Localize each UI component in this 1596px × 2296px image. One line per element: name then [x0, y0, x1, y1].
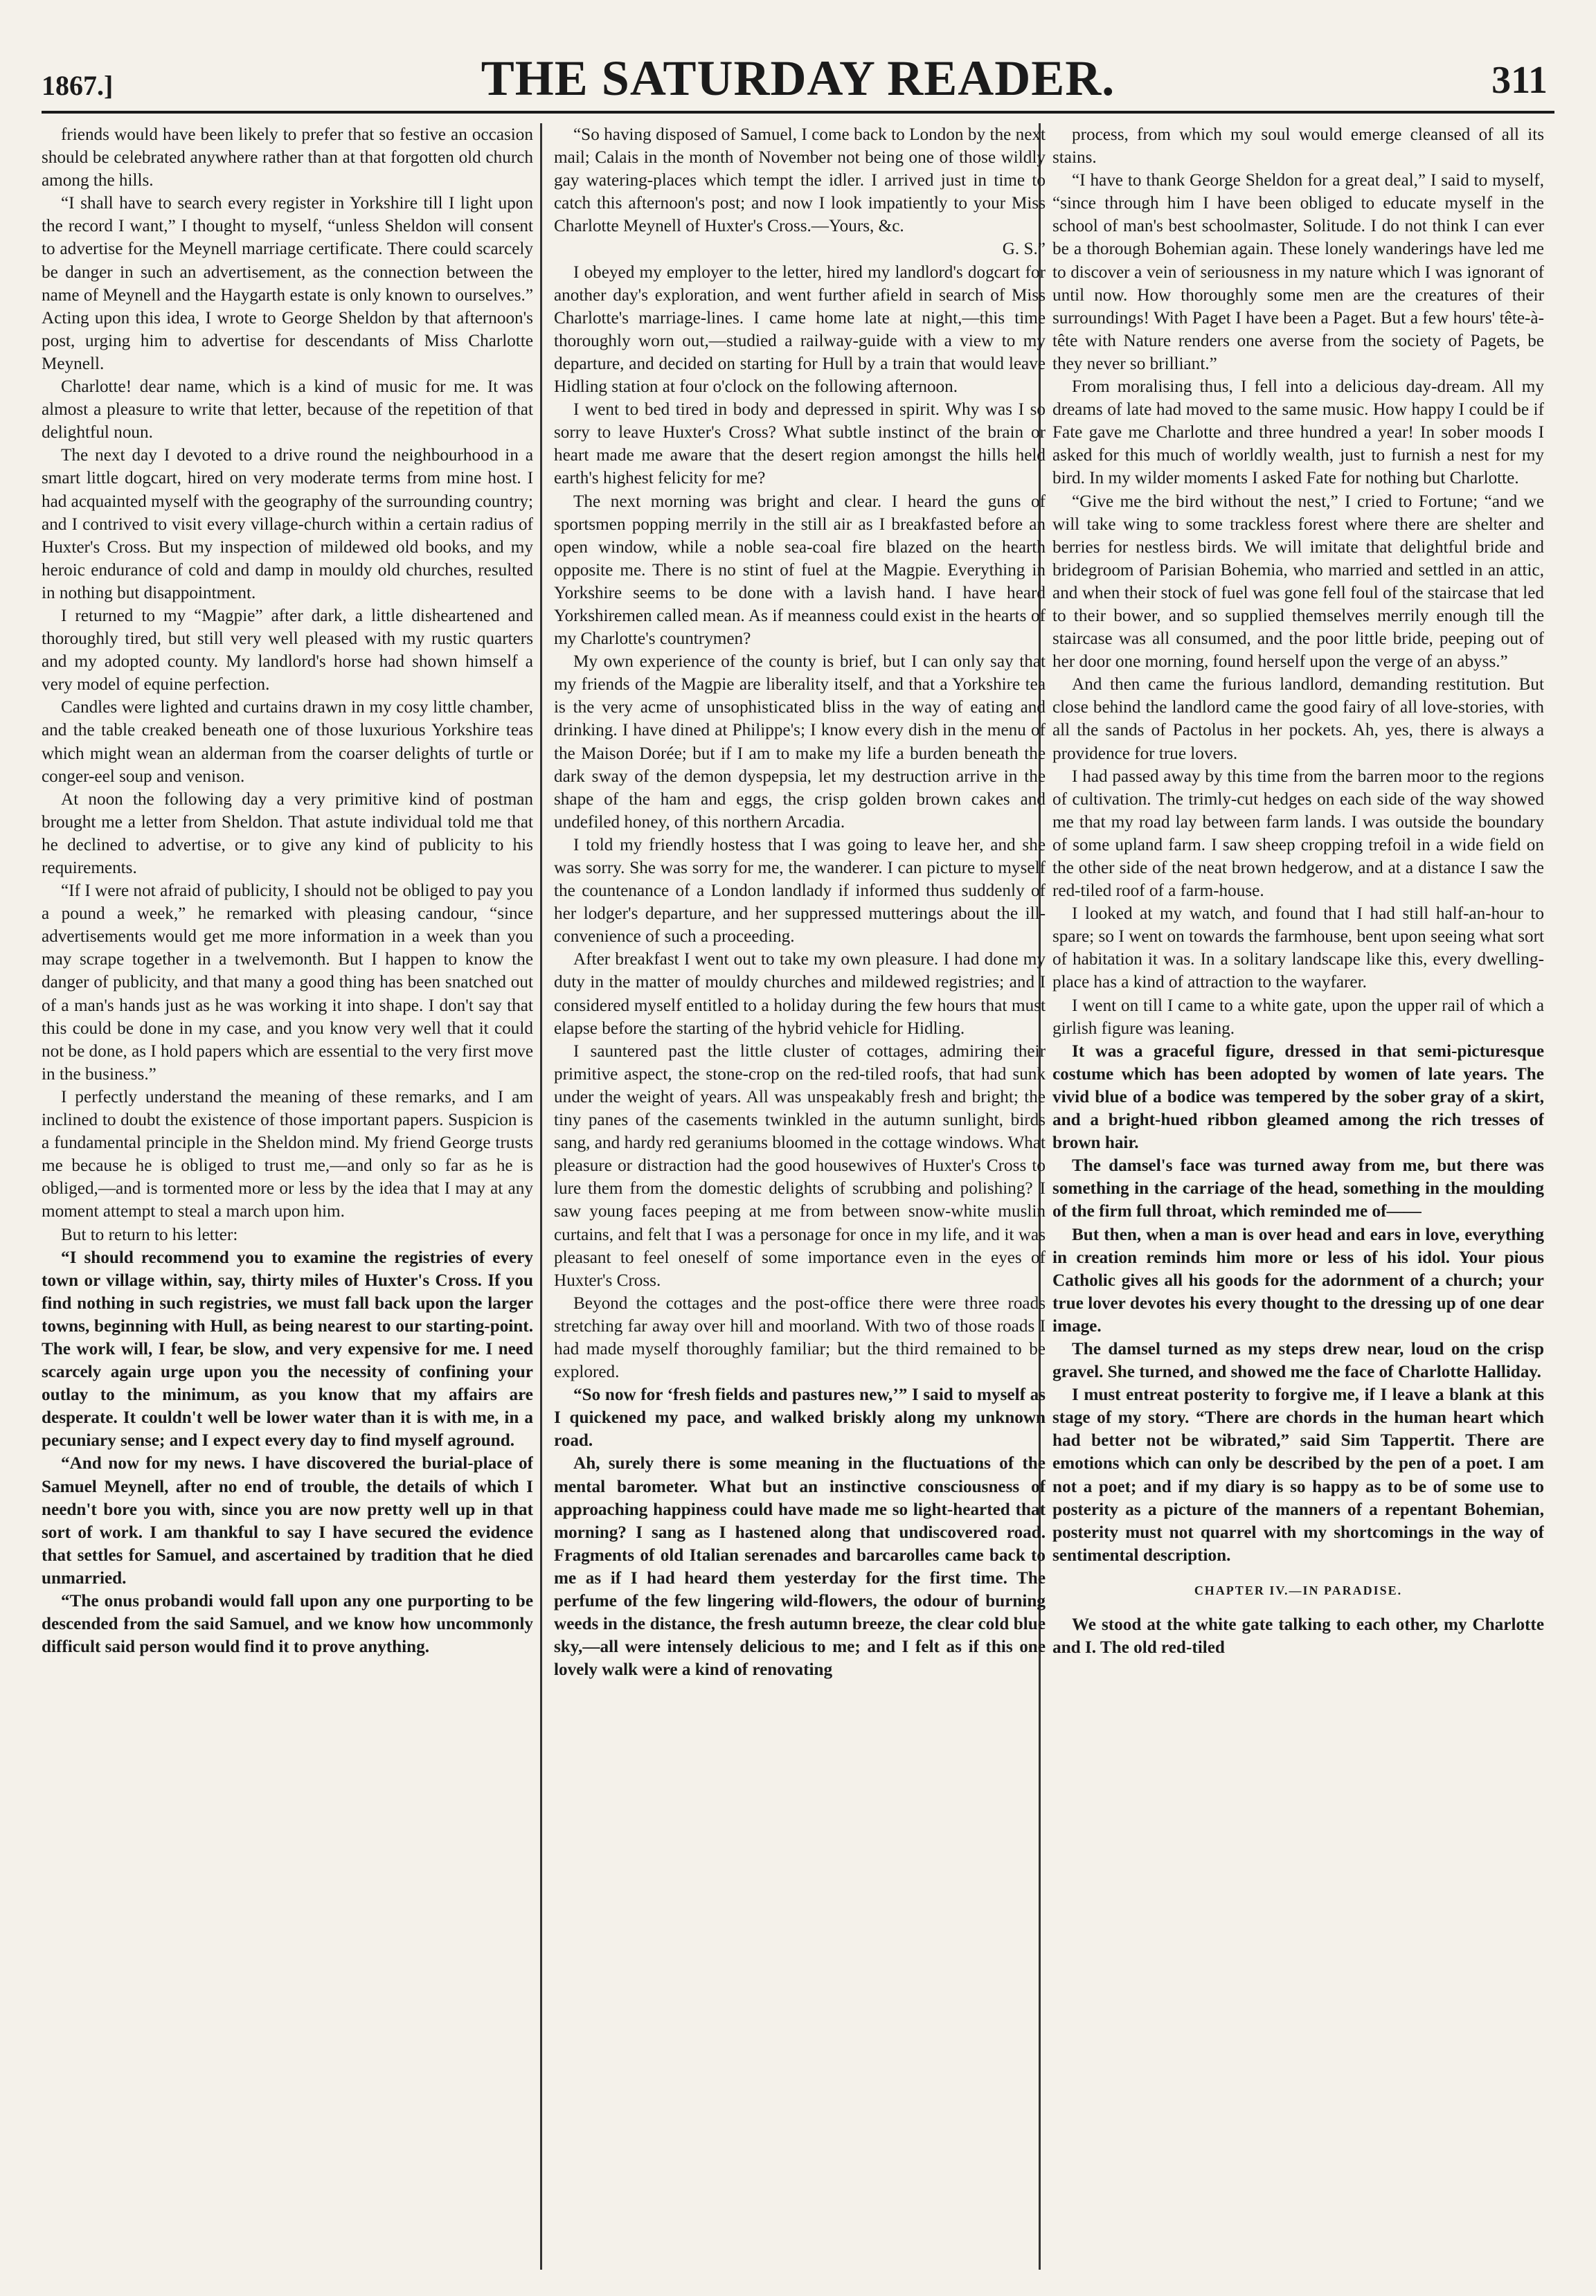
paragraph: “The onus probandi would fall upon any one purporting to be descended from the said Samuel, and we know how uncommonly difficult said person would find it to prove anything. [42, 1592, 533, 1657]
paragraph: friends would have been likely to prefer that so festive an occasion should be celebrated anywhere rather than at that forgotten old church among the hills. [42, 125, 533, 190]
publication-title: THE SATURDAY READER. [481, 51, 1115, 106]
paragraph: “I should recommend you to examine the registries of every town or village within, say, thirty miles of Huxter's Cross. If you find nothing in such registries, we must fall back upon the larger towns, beginning with Hull, as being nearest to our starting-point. The work will, I fear, be slow, and very expensive for me. I need scarcely again urge upon you the necessity of confining your outlay to the minimum, as you know that my affairs are desperate. It couldn't well be lower water than it is with me, in a pecuniary sense; and I expect every day to find myself aground. [42, 1248, 533, 1451]
paragraph: I must entreat posterity to forgive me, if I leave a blank at this stage of my story. “There are chords in the human heart which had better not be wibrated,” said Sim Tappertit. There are emotions which can only be described by the pen of a poet. I am not a poet; and if my diary is so happy as to be of some use to posterity as a picture of the manners of a repentant Bohemian, posterity must not quarrel with my shortcomings in the way of sentimental description. [1052, 1385, 1544, 1565]
paragraph: “So now for ‘fresh fields and pastures new,’” I said to myself as I quickened my pace, and walked briskly along my unknown road. [554, 1385, 1046, 1451]
paragraph: I had passed away by this time from the barren moor to the regions of cultivation. The trimly-cut hedges on each side of the way showed me that my road lay between farm lands. I was outside the boundary of some upland farm. I saw sheep cropping trefoil in a wide field on the other side of the neat brown hedgerow, and at a distance I saw the red-tiled roof of a farm-house. [1052, 766, 1544, 901]
paragraph: I returned to my “Magpie” after dark, a little disheartened and thoroughly tired, but still very well pleased with my rustic quarters and my adopted county. My landlord's horse had shown himself a very model of equine perfection. [42, 606, 533, 694]
chapter-heading: CHAPTER IV.—IN PARADISE. [1194, 1583, 1403, 1597]
paragraph: “I shall have to search every register in Yorkshire till I light upon the record I want,” I thought to myself, “unless Sheldon will consent to advertise for the Meynell marriage certificate. There could scarcely be danger in such an advertisement, as the connection between the name of Meynell and the Haygarth estate is only known to ourselves.” Acting upon this idea, I wrote to George Sheldon by that afternoon's post, urging him to advertise for descendants of Miss Charlotte Meynell. [42, 194, 533, 373]
text-column-2 [554, 123, 1046, 2270]
paragraph: The next morning was bright and clear. I heard the guns of sportsmen popping merrily in the still air as I breakfasted before an open window, while a noble sea-coal fire blazed on the hearth opposite me. There is no stint of fuel at the Magpie. Everything in Yorkshire seems to be done with a lavish hand. I have heard Yorkshiremen called mean. As if meanness could exist in the hearts of my Charlotte's countrymen? [554, 492, 1046, 649]
page-header [42, 48, 1554, 114]
paragraph: The damsel's face was turned away from me, but there was something in the carriage of the head, something in the moulding of the firm full throat, which reminded me of—— [1052, 1156, 1544, 1221]
paragraph: I perfectly understand the meaning of these remarks, and I am inclined to doubt the existence of those important papers. Suspicion is a fundamental principle in the Sheldon mind. My friend George trusts me because he is obliged to trust me,—and only so far as he is obliged,—and is tormented more or less by the idea that I may at any moment attempt to steal a march upon him. [42, 1087, 533, 1221]
paragraph: Charlotte! dear name, which is a kind of music for me. It was almost a pleasure to write that letter, because of the repetition of that delightful noun. [42, 377, 533, 442]
paragraph: “I have to thank George Sheldon for a great deal,” I said to myself, “since through him I have been obliged to educate myself in the school of man's best schoolmaster, Solitude. I do not think I can ever be a thorough Bohemian again. These lonely wanderings have led me to discover a vein of seriousness in my nature which I was ignorant of until now. How thoroughly some men are the creatures of their surroundings! With Paget I have been a Paget. But a few hours' tête-à-tête with Nature renders one averse from the society of Pagets, be they never so brilliant.” [1052, 171, 1544, 373]
header-year: 1867.] [42, 70, 114, 101]
paragraph: Ah, surely there is some meaning in the fluctuations of the mental barometer. What but an instinctive consciousness of approaching happiness could have made me so light-hearted that morning? I sang as I hastened along that undiscovered road. Fragments of old Italian serenades and barcarolles came back to me as if I had heard them yesterday for the first time. The perfume of the few lingering wild-flowers, the odour of burning weeds in the distance, the fresh autumn breeze, the clear cold blue sky,—all were intensely delicious to me; and I felt as if this one lovely walk were a kind of renovating [554, 1454, 1046, 1680]
paragraph: My own experience of the county is brief, but I can only say that my friends of the Magpie are liberality itself, and that a Yorkshire tea is the very acme of unsophisticated bliss in the way of eating and drinking. I have dined at Philippe's; I know every dish in the menu of the Maison Dorée; but if I am to make my life a burden beneath the dark sway of the demon dyspepsia, let my destruction arrive in the shape of the ham and eggs, the crisp golden brown cakes and undefiled honey, of this northern Arcadia. [554, 652, 1046, 832]
text-column-1 [42, 123, 533, 2270]
paragraph: From moralising thus, I fell into a delicious day-dream. All my dreams of late had moved to the same music. How happy I could be if Fate gave me Charlotte and three hundred a year! In sober moods I asked for this much of worldly wealth, just to furnish a nest for my bird. In my wilder moments I asked Fate for nothing but Charlotte. [1052, 377, 1544, 488]
paragraph: At noon the following day a very primitive kind of postman brought me a letter from Sheldon. That astute individual told me that he declined to advertise, or to give any kind of publicity to his requirements. [42, 789, 533, 877]
paragraph: The damsel turned as my steps drew near, loud on the crisp gravel. She turned, and showed me the face of Charlotte Halliday. [1052, 1339, 1544, 1382]
paragraph: But then, when a man is over head and ears in love, everything in creation reminds him more or less of his idol. Your pious Catholic gives all his goods for the adornment of a church; your true lover devotes his every thought to the dressing up of one dear image. [1052, 1225, 1544, 1336]
text-column-3 [1052, 123, 1544, 2270]
paragraph: I looked at my watch, and found that I had still half-an-hour to spare; so I went on towards the farmhouse, bent upon seeing what sort of habitation it was. In a solitary landscape like this, every dwelling-place has a kind of attraction to the wayfarer. [1052, 904, 1544, 992]
paragraph: Beyond the cottages and the post-office there were three roads stretching far away over hill and moorland. With two of those roads I had made myself thoroughly familiar; but the third remained to be explored. [554, 1293, 1046, 1382]
paragraph: I told my friendly hostess that I was going to leave her, and she was sorry. She was sorry for me, the wanderer. I can picture to myself the countenance of a London landlady if informed thus suddenly of her lodger's departure, and her suppressed mutterings about the ill-convenience of such a proceeding. [554, 835, 1046, 947]
paragraph: The next day I devoted to a drive round the neighbourhood in a smart little dogcart, hired on very moderate terms from mine host. I had acquainted myself with the geography of the surrounding country; and I contrived to visit every village-church within a certain radius of Huxter's Cross. But my inspection of mildewed old books, and my heroic endurance of cold and damp in mouldy old churches, resulted in nothing but disappointment. [42, 446, 533, 602]
paragraph: “If I were not afraid of publicity, I should not be obliged to pay you a pound a week,” he remarked with pleasing candour, “since advertisements would get me more information in a week than you may scrape together in a twelvemonth. But I happen to know the danger of publicity, and that many a good thing has been snatched out of a man's hands just as he was working it into shape. I don't say that this could be done in my case, and you know very well that it could not be done, as I hold papers which are essential to the very first move in the business.” [42, 881, 533, 1084]
letter-signature: G. S.” [1002, 240, 1046, 259]
paragraph: It was a graceful figure, dressed in that semi-picturesque costume which has been adopted by women of late years. The vivid blue of a bodice was tempered by the sober gray of a skirt, and a bright-hued ribbon gleamed among the rich tresses of brown hair. [1052, 1041, 1544, 1153]
page-number: 311 [1491, 59, 1548, 102]
paragraph: I obeyed my employer to the letter, hired my landlord's dogcart for another day's exploration, and went further afield in search of Miss Charlotte's marriage-lines. I came home late at night,—this time thoroughly worn out,—studied a railway-guide with a view to my departure, and decided on starting for Hull by a train that would leave Hidling station at four o'clock on the following afternoon. [554, 262, 1046, 397]
paragraph: I went to bed tired in body and depressed in spirit. Why was I so sorry to leave Huxter's Cross? What subtle instinct of the brain or heart made me aware that the desert region amongst the hills held earth's highest felicity for me? [554, 400, 1046, 488]
paragraph: But to return to his letter: [61, 1225, 238, 1244]
chapter-opening-paragraph: We stood at the white gate talking to each other, my Charlotte and I. The old red-tiled [1052, 1615, 1544, 1658]
paragraph: “So having disposed of Samuel, I come back to London by the next mail; Calais in the month of November not being one of those wildly gay watering-places which tempt the idler. I arrived just in time to catch this afternoon's post; and now I look impatiently to your Miss Charlotte Meynell of Huxter's Cross.—Yours, &c. [554, 125, 1046, 236]
paragraph: After breakfast I went out to take my own pleasure. I had done my duty in the matter of mouldy churches and mildewed registries; and I considered myself entitled to a holiday during the few hours that must elapse before the starting of the hybrid vehicle for Hidling. [554, 950, 1046, 1038]
column-rule-1 [540, 123, 542, 2270]
paragraph: “Give me the bird without the nest,” I cried to Fortune; “and we will take wing to some trackless forest where there are shelter and berries for nestless birds. We will imitate that delightful bride and bridegroom of Parisian Bohemia, who married and settled in an attic, and when their stock of fuel was gone fell foul of the staircase that led to their bower, and so supplied themselves merrily enough till the staircase was all consumed, and the poor little bride, peeping out of her door one morning, found herself upon the verge of an abyss.” [1052, 492, 1544, 672]
paragraph: I sauntered past the little cluster of cottages, admiring their primitive aspect, the stone-crop on the red-tiled roofs, that had sunk under the weight of years. All was unspeakably fresh and bright; the tiny panes of the casements twinkled in the autumn sunlight, birds sang, and hardy red geraniums bloomed in the cottage windows. What pleasure or distraction had the good housewives of Huxter's Cross to lure them from the domestic delights of scrubbing and polishing? I saw young faces peeping at me from between snow-white muslin curtains, and felt that I was a personage for once in my life, and it was pleasant to feel oneself of some importance even in the eyes of Huxter's Cross. [554, 1041, 1046, 1290]
paragraph: Candles were lighted and curtains drawn in my cosy little chamber, and the table creaked beneath one of those luxurious Yorkshire teas which might wean an alderman from the coarser delights of turtle or conger-eel soup and venison. [42, 698, 533, 786]
paragraph: I went on till I came to a white gate, upon the upper rail of which a girlish figure was leaning. [1052, 996, 1544, 1038]
paragraph: And then came the furious landlord, demanding restitution. But close behind the landlord came the good fairy of all love-stories, with all the sands of Pactolus in her pockets. Ah, yes, there is always a providence for true lovers. [1052, 675, 1544, 763]
paragraph: “And now for my news. I have discovered the burial-place of Samuel Meynell, after no end of trouble, the details of which I needn't bore you with, since you are now pretty well up in that sort of work. I am thankful to say I have secured the evidence that settles for Samuel, and ascertained by tradition that he died unmarried. [42, 1454, 533, 1588]
paragraph: process, from which my soul would emerge cleansed of all its stains. [1052, 125, 1544, 168]
